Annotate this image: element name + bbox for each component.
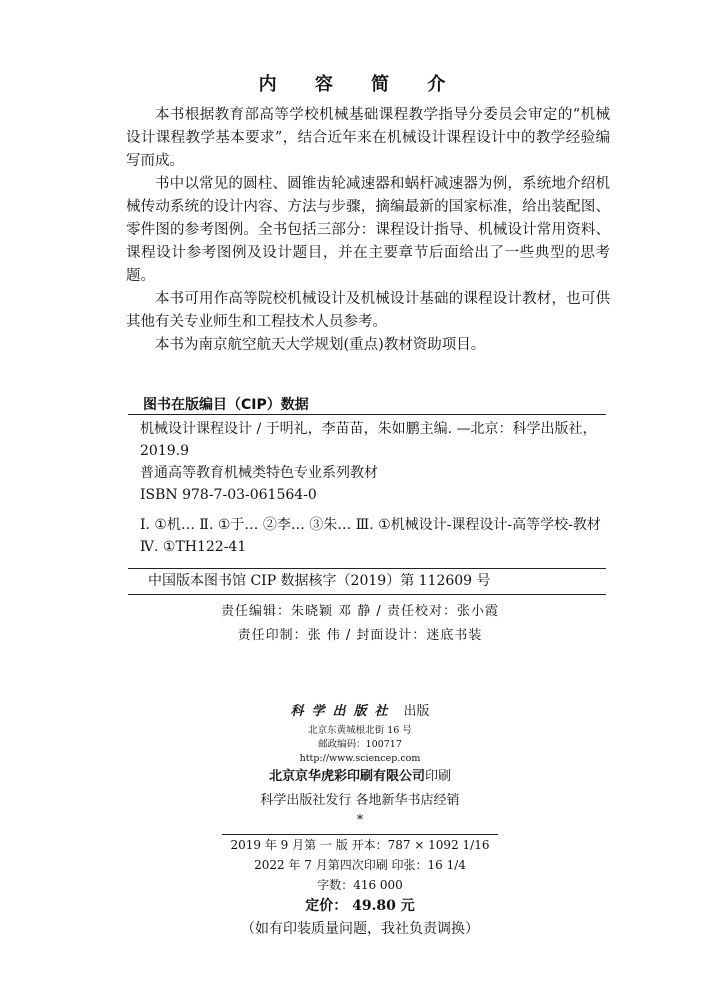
summary-paragraph: 本书根据教育部高等学校机械基础课程教学指导分委员会审定的“机械设计课程教学基本要求”，结合近年来在机械设计课程设计中的教学经验编写而成。 (126, 107, 610, 169)
summary-paragraph: 书中以常见的圆柱、圆锥齿轮减速器和蜗杆减速器为例，系统地介绍机械传动系统的设计内容、方法与步骤，摘编最新的国家标准，给出装配图、零件图的参考图例。全书包括三部分：课程设计指导、机械设计常用资料、课程设计参考图例及设计题目，并在主要章节后面给出了一些典型的思考题。 (126, 176, 610, 284)
printing-line: 2022 年 7 月第四次印刷 印张：16 1/4 (254, 858, 466, 872)
price: 定价： 49.80 元 (305, 898, 415, 914)
publisher-postcode: 邮政编码：100717 (318, 739, 402, 750)
editor-credits: 责任编辑：朱晓颖 邓 静 / 责任校对：张小霞 (221, 604, 499, 619)
distribution-line: 科学出版社发行 各地新华书店经销 (260, 793, 460, 808)
publisher-website: http://www.sciencep.com (299, 753, 421, 764)
printer-suffix: 印刷 (425, 769, 452, 784)
production-credits: 责任印制：张 伟 / 封面设计：迷底书装 (237, 628, 483, 643)
cip-series: 普通高等教育机械类特色专业系列教材 (140, 465, 378, 481)
printer-name: 北京京华虎彩印刷有限公司 (268, 769, 425, 784)
separator-star: * (356, 813, 364, 828)
summary-paragraph: 本书可用作高等院校机械设计及机械设计基础的课程设计教材，也可供其他有关专业师生和工程技术人员参考。 (126, 291, 610, 330)
cip-middle-rule (128, 568, 606, 569)
content-summary (126, 104, 610, 357)
cip-record (140, 418, 606, 558)
cip-subjects: Ⅰ. ①机… Ⅱ. ①于… ②李… ③朱… Ⅲ. ①机械设计-课程设计-高等学校-教材 Ⅳ. ①TH122-41 (140, 517, 601, 555)
cip-check-number: 中国版本图书馆 CIP 数据核字（2019）第 112609 号 (148, 573, 491, 589)
word-count: 字数：416 000 (317, 878, 403, 892)
imprint-block (0, 700, 720, 941)
printer-line (0, 766, 720, 788)
summary-paragraph: 本书为南京航空航天大学规划(重点)教材资助项目。 (155, 337, 486, 353)
publisher-line (0, 700, 720, 724)
cip-isbn: ISBN 978-7-03-061564-0 (140, 487, 317, 503)
edition-line: 2019 年 9 月第 一 版 开本：787 × 1092 1/16 (230, 838, 490, 852)
page-title: 内 容 简 介 (258, 74, 462, 95)
cip-heading: 图书在版编目（CIP）数据 (143, 397, 309, 413)
quality-notice: （如有印装质量问题，我社负责调换） (241, 921, 479, 937)
cip-bibliographic-entry: 机械设计课程设计 / 于明礼，李苗苗，朱如鹏主编. —北京：科学出版社，2019.9 (140, 421, 597, 459)
publisher-name: 科学出版社 (290, 704, 396, 719)
cip-top-rule (128, 414, 606, 415)
publisher-address: 北京东黄城根北街 16 号 (308, 725, 412, 736)
publisher-suffix: 出版 (403, 704, 430, 719)
cip-bottom-rule (128, 594, 606, 595)
